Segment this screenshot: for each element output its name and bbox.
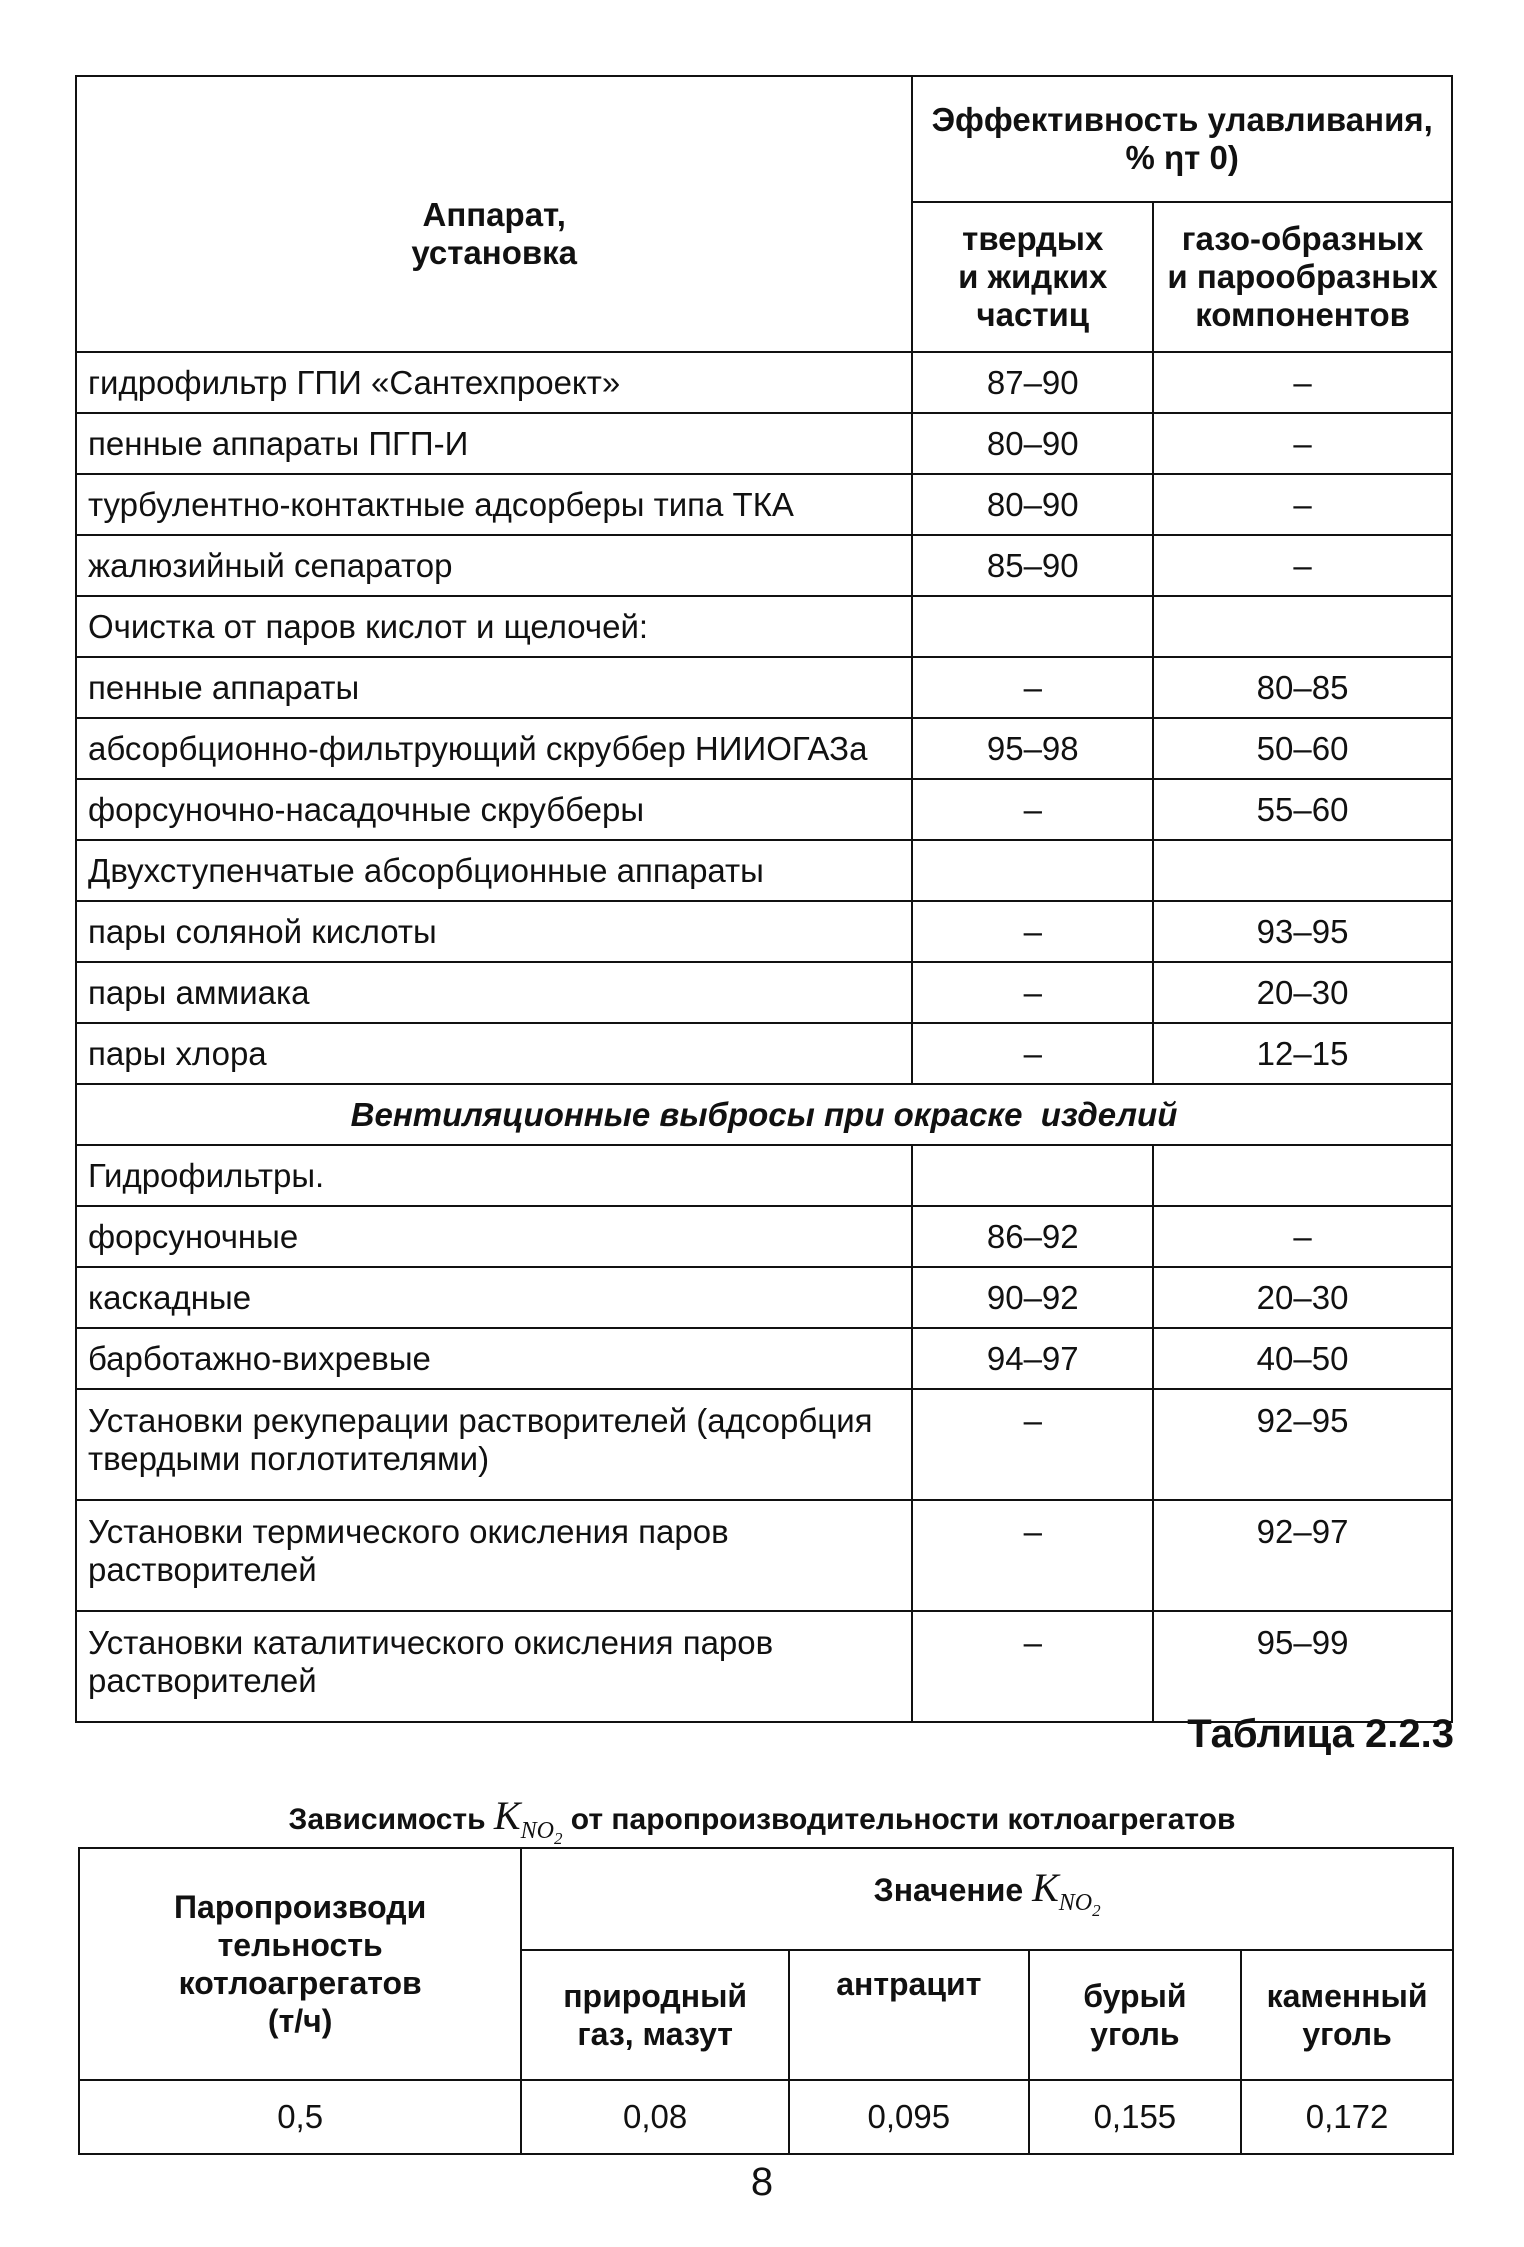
row-solids: 80–90 (912, 413, 1153, 474)
row-gases: 20–30 (1153, 1267, 1452, 1328)
section-row (76, 1084, 1452, 1145)
header-fuel (521, 1950, 789, 2080)
row-name: турбулентно-контактные адсорберы типа ТКА (76, 474, 912, 535)
row-gases: 40–50 (1153, 1328, 1452, 1389)
table-row (76, 413, 1452, 474)
table-row (76, 840, 1452, 901)
row-gases: 92–97 (1153, 1500, 1452, 1611)
row-gases: 50–60 (1153, 718, 1452, 779)
table-row (76, 596, 1452, 657)
table-number: Таблица 2.2.3 (1187, 1712, 1454, 1756)
row-gases: – (1153, 413, 1452, 474)
header-capacity-text: Паропроизводи тельность котлоагрегатов (т/ч) (174, 1889, 427, 2039)
header-gases-text: газо-образных и парообразных компонентов (1167, 220, 1438, 333)
k-subsubscript: 2 (553, 1828, 563, 1848)
value-cell: 0,08 (521, 2080, 789, 2154)
header-value-prefix: Значение (873, 1871, 1024, 1908)
header-fuel (1029, 1950, 1242, 2080)
row-gases: 95–99 (1153, 1611, 1452, 1722)
table-row (76, 474, 1452, 535)
table-row (76, 1267, 1452, 1328)
table-row (76, 1023, 1452, 1084)
table-row (76, 1389, 1452, 1500)
section-title: Вентиляционные выбросы при окраске изделий (76, 1084, 1452, 1145)
row-gases: 20–30 (1153, 962, 1452, 1023)
header-fuel (1241, 1950, 1453, 2080)
row-solids: – (912, 1023, 1153, 1084)
header-capacity (79, 1848, 521, 2080)
header-fuel-text: природный газ, мазут (563, 1978, 748, 2052)
header-fuel-text: антрацит (836, 1966, 982, 2002)
row-gases: – (1153, 352, 1452, 413)
k-letter: K (493, 1793, 521, 1838)
k-subsubscript: 2 (1092, 1900, 1101, 1920)
row-name: Установки термического окисления паров растворителей (76, 1500, 912, 1611)
row-solids: – (912, 962, 1153, 1023)
row-gases: 93–95 (1153, 901, 1452, 962)
row-gases (1153, 1145, 1452, 1206)
table-row (76, 718, 1452, 779)
header-apparatus (76, 76, 912, 352)
header-efficiency-text: Эффективность улавливания, (931, 101, 1433, 138)
header-fuel-text: бурый уголь (1083, 1978, 1187, 2052)
row-solids: – (912, 901, 1153, 962)
table-row (76, 1145, 1452, 1206)
row-solids: 95–98 (912, 718, 1153, 779)
header-fuel (789, 1950, 1029, 2080)
header-fuel-text: каменный уголь (1266, 1978, 1428, 2052)
k-subscript: NO (1058, 1889, 1093, 1916)
table-row (76, 962, 1452, 1023)
page-number: 8 (750, 2160, 774, 2204)
row-gases: 12–15 (1153, 1023, 1452, 1084)
value-cell: 0,095 (789, 2080, 1029, 2154)
table-row (76, 1328, 1452, 1389)
row-name: барботажно-вихревые (76, 1328, 912, 1389)
header-efficiency (912, 76, 1452, 202)
row-solids: – (912, 1500, 1153, 1611)
row-gases: – (1153, 1206, 1452, 1267)
header-efficiency-unit: % ηт 0) (1125, 139, 1239, 176)
row-solids: 90–92 (912, 1267, 1153, 1328)
table-row (76, 657, 1452, 718)
row-solids (912, 840, 1153, 901)
row-gases: – (1153, 474, 1452, 535)
row-gases: 80–85 (1153, 657, 1452, 718)
row-gases: – (1153, 535, 1452, 596)
header-solids-text: твердых и жидких частиц (958, 220, 1108, 333)
row-name: каскадные (76, 1267, 912, 1328)
row-name: Гидрофильтры. (76, 1145, 912, 1206)
table-row (79, 2080, 1453, 2154)
row-gases (1153, 840, 1452, 901)
table-title-before: Зависимость (288, 1803, 486, 1836)
efficiency-table (75, 75, 1453, 1723)
table-row (76, 352, 1452, 413)
row-solids: – (912, 779, 1153, 840)
row-solids: 86–92 (912, 1206, 1153, 1267)
row-name: пенные аппараты ПГП-И (76, 413, 912, 474)
table-title-after: от паропроизводительности котлоагрегатов (570, 1803, 1236, 1836)
row-name: пары аммиака (76, 962, 912, 1023)
k-subscript: NO (520, 1818, 554, 1844)
header-apparatus-text: Аппарат, установка (411, 196, 578, 271)
table-title (0, 1792, 1524, 1849)
table-row (76, 1500, 1452, 1611)
row-name: Установки каталитического окисления паров растворителей (76, 1611, 912, 1722)
row-name: форсуночно-насадочные скрубберы (76, 779, 912, 840)
row-solids: 85–90 (912, 535, 1153, 596)
header-solids (912, 202, 1153, 352)
capacity-cell: 0,5 (79, 2080, 521, 2154)
row-name: Двухступенчатые абсорбционные аппараты (76, 840, 912, 901)
row-name: Установки рекуперации растворителей (адсорбция твердыми поглотителями) (76, 1389, 912, 1500)
row-gases: 92–95 (1153, 1389, 1452, 1500)
header-value (521, 1848, 1453, 1950)
table-row (76, 1611, 1452, 1722)
knox-table (78, 1847, 1454, 2155)
row-name: пенные аппараты (76, 657, 912, 718)
row-solids: – (912, 1611, 1153, 1722)
k-symbol (493, 1793, 563, 1848)
row-solids: 94–97 (912, 1328, 1153, 1389)
header-gases (1153, 202, 1452, 352)
row-name: форсуночные (76, 1206, 912, 1267)
row-solids: – (912, 657, 1153, 718)
table-row (76, 901, 1452, 962)
row-name: пары хлора (76, 1023, 912, 1084)
row-name: гидрофильтр ГПИ «Сантехпроект» (76, 352, 912, 413)
value-cell: 0,155 (1029, 2080, 1242, 2154)
row-solids: 87–90 (912, 352, 1153, 413)
k-letter: K (1032, 1864, 1059, 1910)
value-cell: 0,172 (1241, 2080, 1453, 2154)
row-gases (1153, 596, 1452, 657)
table-row (76, 535, 1452, 596)
row-solids: 80–90 (912, 474, 1153, 535)
table-row (76, 1206, 1452, 1267)
table-row (76, 779, 1452, 840)
row-solids (912, 1145, 1153, 1206)
row-name: абсорбционно-фильтрующий скруббер НИИОГАЗа (76, 718, 912, 779)
k-symbol (1032, 1864, 1101, 1920)
row-solids (912, 596, 1153, 657)
row-name: жалюзийный сепаратор (76, 535, 912, 596)
row-gases: 55–60 (1153, 779, 1452, 840)
row-solids: – (912, 1389, 1153, 1500)
row-name: Очистка от паров кислот и щелочей: (76, 596, 912, 657)
row-name: пары соляной кислоты (76, 901, 912, 962)
